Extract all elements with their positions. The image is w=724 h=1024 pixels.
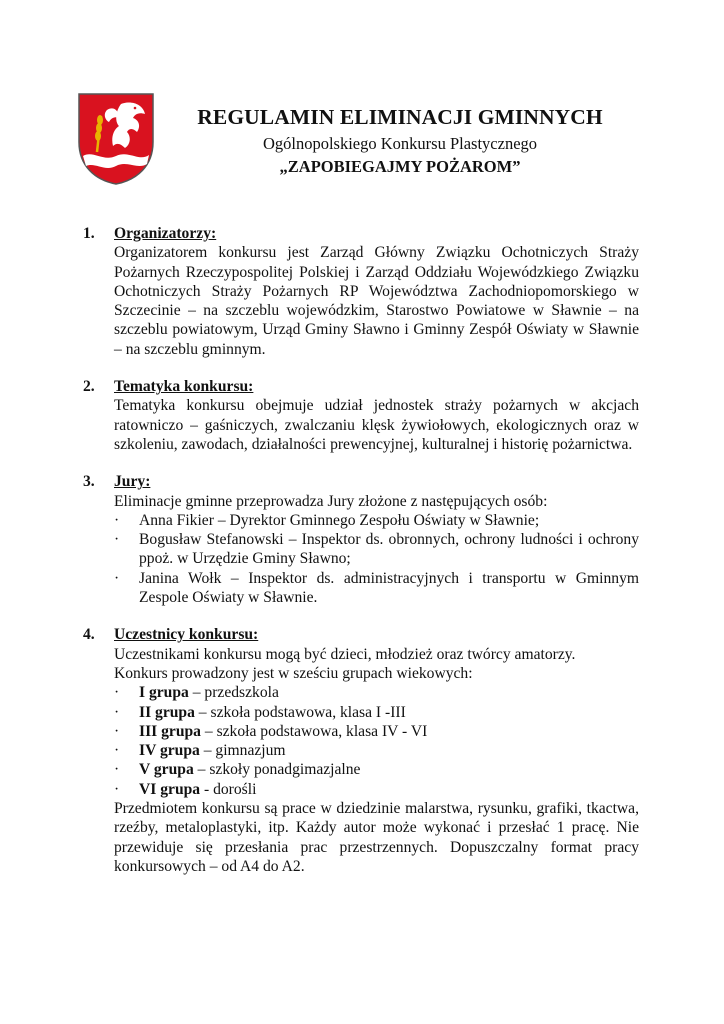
age-groups-list	[114, 683, 639, 799]
section-number: 4.	[83, 626, 95, 644]
bullet: ·	[114, 684, 120, 702]
bullet: ·	[114, 511, 120, 529]
section-number: 1.	[83, 225, 95, 242]
group-name: III grupa	[139, 722, 201, 740]
group-name: II grupa	[139, 703, 195, 721]
jury-member: Anna Fikier – Dyrektor Gminnego Zespołu Oświaty w Sławnie;	[139, 511, 540, 529]
section-line: Konkurs prowadzony jest w sześciu grupach wiekowych:	[114, 664, 473, 682]
bullet: ·	[114, 780, 120, 798]
contest-motto: „ZAPOBIEGAJMY POŻAROM”	[279, 157, 521, 176]
group-desc: – szkoła podstawowa, klasa IV - VI	[200, 722, 428, 740]
section-heading: Organizatorzy:	[114, 225, 217, 242]
section-closing: Przedmiotem konkursu są prace w dziedzinie malarstwa, rysunku, grafiki, tkactwa, rzeźby, metaloplastyki, itp. Każdy autor może wykonać i przesłać 1 pracę. Nie przewiduje się przesłania prac przestrzennych. Dopuszczalny format pracy konkursowych – od A4 do A2.	[114, 800, 639, 875]
document-header	[170, 104, 630, 177]
list-item	[114, 780, 639, 799]
group-desc: - dorośli	[200, 780, 257, 798]
document-title: REGULAMIN ELIMINACJI GMINNYCH	[197, 105, 603, 129]
list-item	[114, 683, 639, 702]
bullet: ·	[114, 742, 120, 760]
section-line: Uczestnikami konkursu mogą być dzieci, młodzież oraz twórcy amatorzy.	[114, 645, 576, 663]
section-participants	[83, 625, 639, 876]
bullet: ·	[114, 703, 120, 721]
coat-of-arms-logo	[77, 92, 155, 186]
section-heading: Jury:	[114, 473, 151, 491]
group-name: VI grupa	[139, 780, 201, 798]
list-item	[114, 511, 639, 530]
section-organizers	[83, 224, 639, 359]
list-item	[114, 741, 639, 760]
bullet: ·	[114, 531, 120, 549]
group-desc: – przedszkola	[188, 684, 279, 702]
regulations-body	[83, 224, 639, 894]
group-desc: – szkoły ponadgimazjalne	[193, 761, 361, 779]
group-name: V grupa	[139, 761, 194, 779]
group-name: IV grupa	[139, 742, 200, 760]
jury-member: Bogusław Stefanowski – Inspektor ds. obronnych, ochrony ludności i ochrony ppoż. w Urzędzie Gminy Sławno;	[139, 531, 639, 568]
jury-member: Janina Wołk – Inspektor ds. administracyjnych i transportu w Gminnym Zespole Oświaty w Sławnie.	[139, 569, 639, 607]
list-item	[114, 722, 639, 741]
jury-list	[114, 511, 639, 607]
group-name: I grupa	[139, 684, 189, 702]
section-text: Organizatorem konkursu jest Zarząd Główny Związku Ochotniczych Straży Pożarnych Rzeczypospolitej Polskiej i Zarząd Oddziału Wojewódzkiego Związku Ochotniczych Straży Pożarnych RP Województwa Zachodniopomorskiego w Szczecinie – na szczeblu wojewódzkim, Starostwo Powiatowe w Sławnie – na szczeblu powiatowym, Urząd Gminy Sławno i Gminny Zespół Oświaty w Sławnie – na szczeblu gminnym.	[114, 244, 639, 358]
list-item	[114, 569, 639, 608]
section-heading: Tematyka konkursu:	[114, 378, 254, 396]
section-intro: Eliminacje gminne przeprowadza Jury złożone z następujących osób:	[114, 492, 548, 510]
bullet: ·	[114, 722, 120, 740]
section-jury	[83, 472, 639, 607]
section-number: 2.	[83, 378, 95, 396]
list-item	[114, 530, 639, 569]
group-desc: – szkoła podstawowa, klasa I -III	[194, 703, 406, 721]
list-item	[114, 760, 639, 779]
section-number: 3.	[83, 473, 95, 491]
section-heading: Uczestnicy konkursu:	[114, 626, 259, 644]
list-item	[114, 703, 639, 722]
section-theme	[83, 377, 639, 454]
section-text: Tematyka konkursu obejmuje udział jednostek straży pożarnych w akcjach ratowniczo – gaśniczych, zwalczaniu klęsk żywiołowych, ekologicznych oraz w szkoleniu, zawodach, działalności prewencyjnej, kulturalnej i historię pożarnictwa.	[114, 397, 639, 453]
bullet: ·	[114, 569, 120, 587]
group-desc: – gimnazjum	[199, 742, 286, 760]
document-subtitle: Ogólnopolskiego Konkursu Plastycznego	[262, 134, 538, 153]
bullet: ·	[114, 761, 120, 779]
